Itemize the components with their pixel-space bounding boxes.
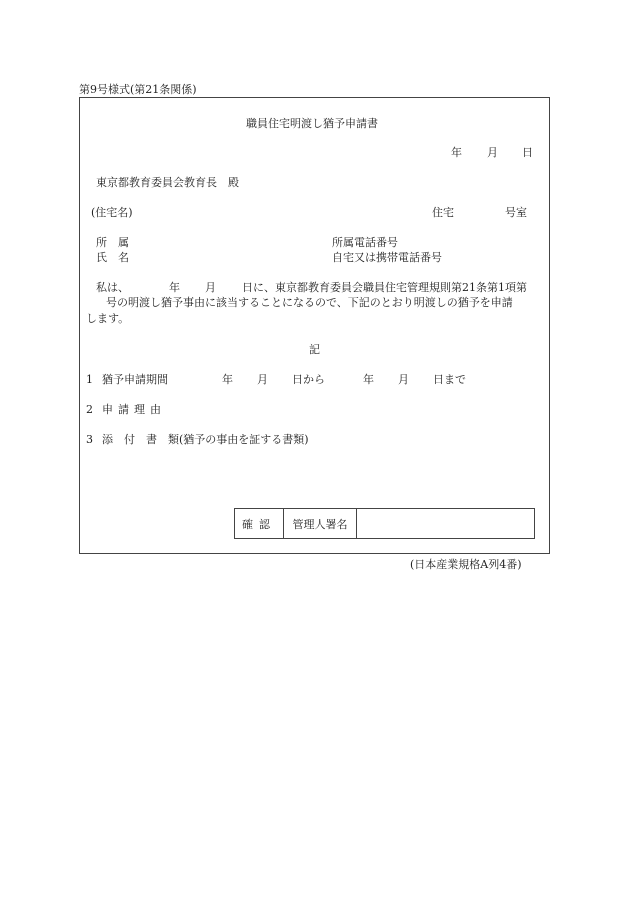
department-phone-label: 所属電話番号 [332, 236, 398, 249]
item1-start-year: 年 [222, 373, 233, 386]
department-label: 所 属 [96, 236, 129, 249]
item2-number: 2 [86, 403, 93, 416]
home-phone-label: 自宅又は携帯電話番号 [332, 251, 442, 264]
item1-label: 猶予申請期間 [102, 373, 168, 386]
housing-name-label: (住宅名) [91, 206, 133, 219]
item3-number: 3 [86, 433, 93, 446]
item1-end-month: 月 [398, 373, 409, 386]
room-number-label: 号室 [505, 206, 527, 219]
body-text-line1: 日に、東京都教育委員会職員住宅管理規則第21条第1項第 [242, 281, 527, 294]
date-month-label: 月 [487, 146, 498, 159]
form-frame [79, 97, 550, 554]
housing-label: 住宅 [432, 206, 454, 219]
item1-end-year: 年 [363, 373, 374, 386]
body-month-label: 月 [205, 281, 216, 294]
item1-end-day: 日まで [433, 373, 466, 386]
name-label: 氏 名 [96, 251, 129, 264]
item3-label: 添 付 書 類(猶予の事由を証する書類) [102, 433, 309, 446]
confirmation-table [234, 508, 535, 539]
confirm-cell: 確認 [235, 509, 284, 539]
body-text-line2: 号の明渡し猶予事由に該当することになるので、下記のとおり明渡しの猶予を申請 [106, 296, 513, 309]
form-number-label: 第9号様式(第21条関係) [79, 83, 197, 96]
paper-size-note: (日本産業規格A列4番) [410, 558, 522, 571]
body-text-line3: します。 [86, 312, 130, 325]
date-day-label: 日 [522, 146, 533, 159]
item1-start-month: 月 [257, 373, 268, 386]
item1-number: 1 [86, 373, 93, 386]
body-year-label: 年 [169, 281, 180, 294]
manager-signature-field[interactable] [357, 509, 535, 539]
manager-signature-label: 管理人署名 [284, 509, 357, 539]
item1-start-day: 日から [292, 373, 325, 386]
date-year-label: 年 [451, 146, 462, 159]
form-title: 職員住宅明渡し猶予申請書 [246, 117, 378, 130]
body-text-intro: 私は、 [96, 281, 129, 294]
addressee: 東京都教育委員会教育長 殿 [96, 176, 239, 189]
item2-label: 申請理由 [102, 403, 166, 416]
ki-heading: 記 [309, 343, 320, 356]
